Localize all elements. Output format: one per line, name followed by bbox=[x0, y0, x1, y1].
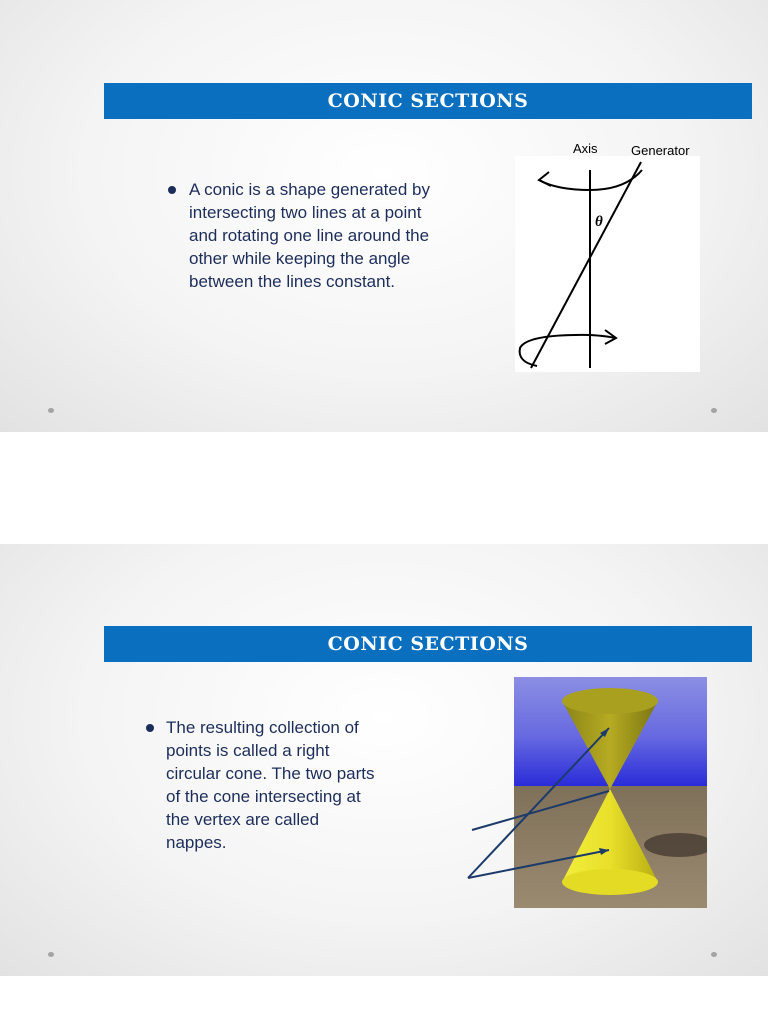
generator-label: Generator bbox=[631, 143, 690, 158]
slide-1-title-bar bbox=[104, 83, 752, 119]
slide-2-title: CONIC SECTIONS bbox=[327, 633, 529, 655]
corner-dot-right bbox=[711, 408, 717, 413]
pointer-line bbox=[472, 791, 609, 830]
nappe-pointer-arrows bbox=[464, 724, 614, 884]
arrowhead bbox=[599, 848, 609, 855]
slide-1-title: CONIC SECTIONS bbox=[327, 90, 529, 112]
slide-2-bullet-text: The resulting collection of points is called a right circular cone. The two parts of the cone intersecting at the vertex are called nappes. bbox=[166, 718, 375, 852]
corner-dot-left bbox=[48, 408, 54, 413]
bullet-dot bbox=[146, 724, 154, 732]
slide-2 bbox=[0, 544, 768, 976]
slide-2-title-bar bbox=[104, 626, 752, 662]
corner-dot-left bbox=[48, 952, 54, 957]
axis-label: Axis bbox=[573, 141, 598, 156]
corner-dot-right bbox=[711, 952, 717, 957]
bullet-dot bbox=[168, 186, 176, 194]
cone-generation-diagram bbox=[515, 136, 705, 372]
upper-nappe-rim bbox=[562, 688, 658, 714]
slide-1-bullet-text: A conic is a shape generated by intersecting two lines at a point and rotating one line around the other while keeping the angle between the lines constant. bbox=[189, 180, 430, 291]
theta-symbol: θ bbox=[595, 214, 603, 230]
pointer-line bbox=[468, 728, 609, 878]
slide-1 bbox=[0, 0, 768, 432]
